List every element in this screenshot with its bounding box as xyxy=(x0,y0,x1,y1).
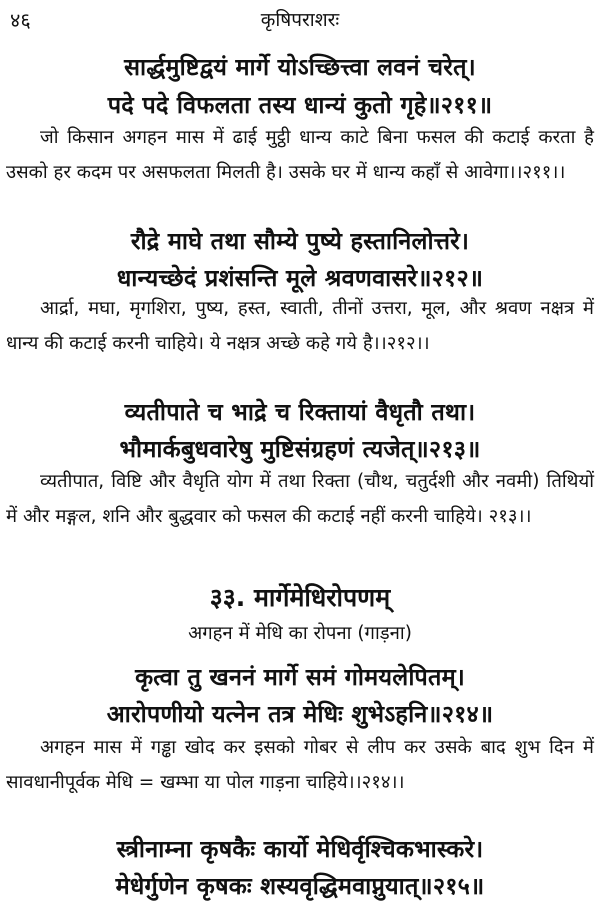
verse-212-line-2: धान्यच्छेदं प्रशंसन्ति मूले श्रवणवासरे॥२१२॥ xyxy=(116,264,484,292)
page-number: ४६ xyxy=(10,8,31,32)
verse-213-line-1: व्यतीपाते च भाद्रे च रिक्तायां वैधृतौ तथा। xyxy=(124,398,476,426)
verse-215-line-2: मेधेर्गुणेन कृषकः शस्यवृद्धिमवाप्नुयात्॥२१५॥ xyxy=(115,872,485,900)
section-heading: ३३. मार्गेमेधिरोपणम् xyxy=(209,583,391,612)
verse-214-line-1: कृत्वा तु खननं मार्गे समं गोमयलेपितम्। xyxy=(135,663,465,691)
running-title: कृषिपराशरः xyxy=(260,9,340,31)
section-subheading: अगहन में मेधि का रोपना (गाड़ना) xyxy=(188,623,412,644)
translation-213: व्यतीपात, विष्टि और वैधृति योग में तथा रिक्ता (चौथ, चतुर्दशी और नवमी) तिथियों में और मङ्गल, शनि और बुद्धवार को फसल की कटाई नहीं करनी चाहिये। २१३।। xyxy=(6,471,594,527)
translation-212: आर्द्रा, मघा, मृगशिरा, पुष्य, हस्त, स्वाती, तीनों उत्तरा, मूल, और श्रवण नक्षत्र में धान्य की कटाई करनी चाहिये। ये नक्षत्र अच्छे कहे गये है।।२१२।। xyxy=(6,298,594,354)
verse-211-line-2: पदे पदे विफलता तस्य धान्यं कुतो गृहे॥२११॥ xyxy=(107,91,493,119)
translation-214: अगहन मास में गड्ढा खोद कर इसको गोबर से लीप कर उसके बाद शुभ दिन में सावधानीपूर्वक मेधि = खम्भा या पोल गाड़ना चाहिये।।२१४।। xyxy=(6,737,594,793)
page-header xyxy=(0,4,600,34)
verse-211-line-1: सार्द्धमुष्टिद्वयं मार्गे योऽच्छित्त्वा लवनं चरेत्। xyxy=(124,53,476,81)
verse-212-line-1: रौद्रे माघे तथा सौम्ये पुष्ये हस्तानिलोत्तरे। xyxy=(130,227,470,255)
translation-211: जो किसान अगहन मास में ढाई मुट्ठी धान्य काटे बिना फसल की कटाई करता है उसको हर कदम पर असफलता मिलती है। उसके घर में धान्य कहाँ से आवेगा।।२११।। xyxy=(6,127,594,183)
verse-215-line-1: स्त्रीनाम्ना कृषकैः कार्यो मेधिर्वृश्चिकभास्करे। xyxy=(116,835,484,863)
verse-213-line-2: भौमार्कबुधवारेषु मुष्टिसंग्रहणं त्यजेत्॥२१३॥ xyxy=(119,435,481,463)
verse-214-line-2: आरोपणीयो यत्नेन तत्र मेधिः शुभेऽहनि॥२१४॥ xyxy=(106,700,494,728)
